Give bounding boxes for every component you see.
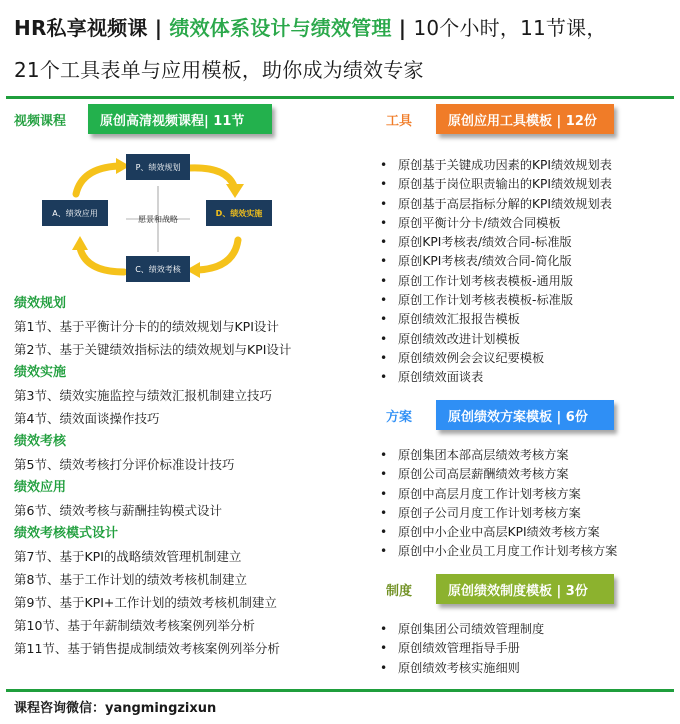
list-item: • 原创绩效管理指导手册: [380, 639, 544, 658]
list-item: • 原创基于高层指标分解的KPI绩效规划表: [380, 195, 612, 214]
list-item: • 原创基于岗位职责输出的KPI绩效规划表: [380, 175, 612, 194]
list-item: • 原创绩效改进计划模板: [380, 330, 612, 349]
list-item: • 原创工作计划考核表模板-通用版: [380, 272, 612, 291]
list-item: • 原创子公司月度工作计划考核方案: [380, 504, 617, 523]
section-title: 绩效规划: [14, 296, 67, 311]
pdca-plan-box: P、绩效规划: [126, 154, 190, 180]
list-item: • 原创中小企业中高层KPI绩效考核方案: [380, 523, 617, 542]
video-course-header: [14, 104, 272, 134]
lesson-item: 第9节、基于KPI+工作计划的绩效考核机制建立: [14, 595, 277, 610]
video-course-tag: 视频课程: [14, 113, 67, 129]
bottom-divider: [6, 689, 674, 692]
section-title: 绩效考核: [14, 434, 67, 449]
lesson-item: 第4节、绩效面谈操作技巧: [14, 411, 160, 426]
list-item: • 原创工作计划考核表模板-标准版: [380, 291, 612, 310]
lesson-item: 第5节、绩效考核打分评价标准设计技巧: [14, 457, 235, 472]
plans-banner: 原创绩效方案模板 | 6份: [436, 400, 614, 430]
list-item: • 原创KPI考核表/绩效合同-简化版: [380, 252, 612, 271]
policy-banner: 原创绩效制度模板 | 3份: [436, 574, 614, 604]
list-item: • 原创平衡计分卡/绩效合同模板: [380, 214, 612, 233]
brand-title: HR私享视频课: [14, 16, 148, 40]
pdca-act-box: A、绩效应用: [42, 200, 108, 226]
lesson-item: 第8节、基于工作计划的绩效考核机制建立: [14, 572, 247, 587]
top-divider: [6, 96, 674, 99]
list-item: • 原创中小企业员工月度工作计划考核方案: [380, 542, 617, 561]
list-item: • 原创集团本部高层绩效考核方案: [380, 446, 617, 465]
arrowhead-1: [226, 184, 244, 198]
list-item: • 原创绩效汇报报告模板: [380, 310, 612, 329]
lesson-item: 第6节、绩效考核与薪酬挂钩模式设计: [14, 503, 222, 518]
arrow-top-right: [188, 168, 234, 186]
lesson-item: 第10节、基于年薪制绩效考核案例列举分析: [14, 618, 255, 633]
pdca-do-box: D、绩效实施: [206, 200, 272, 226]
list-item: • 原创KPI考核表/绩效合同-标准版: [380, 233, 612, 252]
arrow-bottom-right: [198, 240, 238, 270]
lesson-item: 第7节、基于KPI的战略绩效管理机制建立: [14, 549, 242, 564]
page-subtitle: 21个工具表单与应用模板，助你成为绩效专家: [14, 58, 424, 82]
list-item: • 原创公司高层薪酬绩效考核方案: [380, 465, 617, 484]
list-item: • 原创中高层月度工作计划考核方案: [380, 485, 617, 504]
tools-header: [386, 104, 614, 134]
plans-header: [386, 400, 614, 430]
plans-list: [380, 446, 617, 562]
tools-list: [380, 156, 612, 388]
lesson-item: 第2节、基于关键绩效指标法的绩效规划与KPI设计: [14, 342, 292, 357]
section-title: 绩效实施: [14, 365, 67, 380]
title-separator: |: [147, 16, 170, 40]
page-title-line1: [14, 12, 607, 41]
course-title: 绩效体系设计与绩效管理: [169, 16, 392, 40]
tools-banner: 原创应用工具模板 | 12份: [436, 104, 614, 134]
list-item: • 原创绩效例会会议纪要模板: [380, 349, 612, 368]
policy-list: [380, 620, 544, 678]
pdca-center-label: [133, 198, 183, 240]
policy-header: [386, 574, 614, 604]
title-separator: |: [391, 16, 414, 40]
arrowhead-3: [72, 236, 88, 250]
list-item: • 原创集团公司绩效管理制度: [380, 620, 544, 639]
video-course-banner: 原创高清视频课程| 11节: [88, 104, 272, 134]
center-line1: 愿景: [138, 214, 154, 224]
course-summary: 10个小时，11节课，: [413, 16, 607, 40]
lesson-list: [14, 292, 344, 660]
list-item: • 原创基于关键成功因素的KPI绩效规划表: [380, 156, 612, 175]
pdca-diagram: [38, 150, 278, 290]
section-title: 绩效考核模式设计: [14, 526, 119, 541]
arrow-top-left: [76, 166, 118, 194]
list-item: • 原创绩效面谈表: [380, 368, 612, 387]
lesson-item: 第1节、基于平衡计分卡的的绩效规划与KPI设计: [14, 319, 279, 334]
section-title: 绩效应用: [14, 480, 67, 495]
list-item: • 原创绩效考核实施细则: [380, 659, 544, 678]
center-line2: 和战略: [154, 214, 178, 224]
contact-footer: 课程咨询微信：yangmingzixun: [14, 701, 217, 716]
policy-tag: 制度: [386, 583, 413, 599]
lesson-item: 第3节、绩效实施监控与绩效汇报机制建立技巧: [14, 388, 272, 403]
plans-tag: 方案: [386, 409, 413, 425]
lesson-item: 第11节、基于销售提成制绩效考核案例列举分析: [14, 641, 280, 656]
arrow-bottom-left: [80, 248, 124, 272]
pdca-check-box: C、绩效考核: [126, 256, 190, 282]
tools-tag: 工具: [386, 113, 413, 129]
